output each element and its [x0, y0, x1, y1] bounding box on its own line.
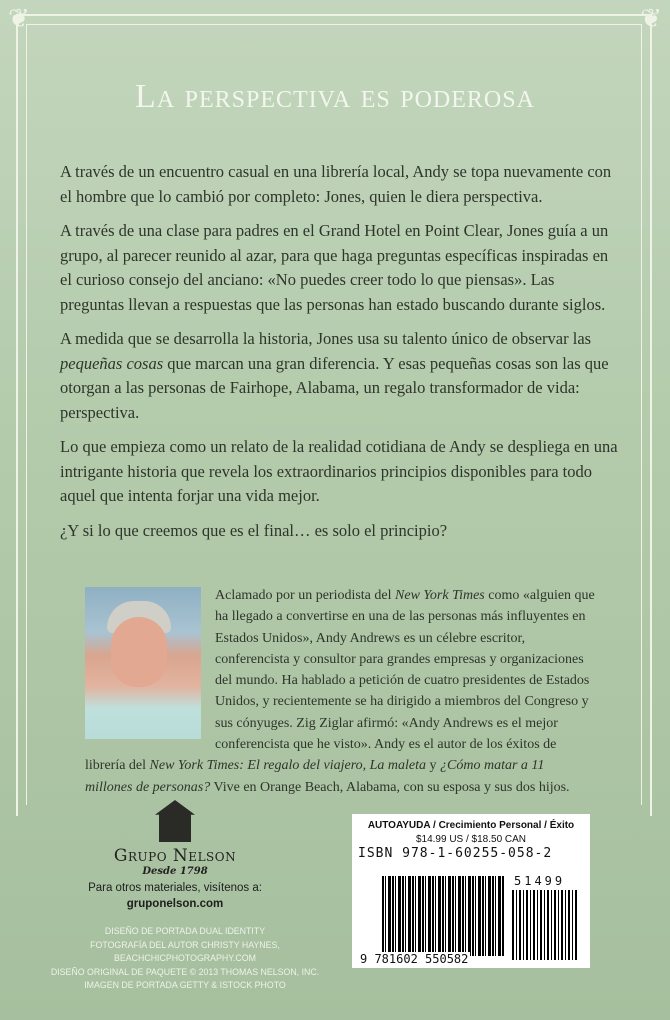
publisher-visit: [60, 880, 290, 912]
visit-text: Para otros materiales, visítenos a:: [88, 882, 262, 894]
credit-line: FOTOGRAFÍA DEL AUTOR CHRISTY HAYNES, BEACHCHICPHOTOGRAPHY.COM: [90, 939, 280, 963]
price: $14.99 US / $18.50 CAN: [415, 834, 527, 845]
corner-ornament-icon: ❦: [8, 4, 30, 34]
credit-line: IMAGEN DE PORTADA GETTY & ISTOCK PHOTO: [84, 980, 286, 990]
house-logo-icon: [155, 800, 195, 842]
text: Vive en Orange Beach, Alabama, con su esposa y sus dos hijos.: [210, 779, 570, 795]
paragraph: Lo que empieza como un relato de la realidad cotidiana de Andy se despliega en una intrigante historia que revela los extraordinarios principios disponibles para todo aquel que intenta forjar una vida mejor.: [60, 437, 618, 505]
page-title: La perspectiva es poderosa: [135, 78, 535, 115]
emphasis: New York Times:: [149, 758, 244, 774]
corner-ornament-icon: ❦: [640, 4, 662, 34]
synopsis: [60, 160, 620, 553]
barcode-box: [352, 814, 590, 968]
publisher-url[interactable]: gruponelson.com: [126, 898, 224, 910]
author-photo: [85, 587, 201, 739]
emphasis: El regalo del viajero, La maleta: [243, 758, 427, 774]
publisher-name: Grupo Nelson: [113, 846, 237, 866]
publisher-logo: [100, 800, 250, 877]
paragraph: [60, 327, 620, 425]
credits: [40, 925, 330, 993]
credit-line: DISEÑO DE PORTADA DUAL IDENTITY: [104, 926, 266, 936]
paragraph: ¿Y si lo que creemos que es el final… es solo el principio?: [60, 520, 448, 540]
publisher-since: Desde 1798: [142, 866, 208, 877]
category: AUTOAYUDA / Crecimiento Personal / Éxito: [367, 820, 575, 831]
author-bio: [85, 585, 595, 798]
text: y: [426, 758, 441, 774]
ean-number: 9 781602 550582: [360, 952, 469, 966]
text: A medida que se desarrolla la historia, Jones usa su talento único de observar las: [60, 329, 592, 348]
text: Aclamado por un periodista del: [215, 588, 396, 603]
emphasis: ¿Cómo matar a 11 millones de personas?: [85, 758, 545, 795]
paragraph: A través de un encuentro casual en una librería local, Andy se topa nuevamente con el hombre que lo cambió por completo: Jones, quien le diera perspectiva.: [60, 162, 612, 206]
isbn: ISBN 978-1-60255-058-2: [358, 846, 553, 861]
barcode-addon-number: 51499: [514, 874, 566, 888]
credit-line: DISEÑO ORIGINAL DE PAQUETE © 2013 THOMAS NELSON, INC.: [50, 966, 320, 977]
emphasis: pequeñas cosas: [60, 353, 164, 373]
text: que marcan una gran diferencia. Y esas pequeñas cosas son las que otorgan a las personas de Fairhope, Alabama, un regalo transformador de vida: perspectiva.: [60, 353, 609, 422]
barcode: [382, 876, 504, 956]
paragraph: A través de una clase para padres en el Grand Hotel en Point Clear, Jones guía a un grupo, al parecer reunido al azar, para que haga preguntas específicas inspiradas en el curioso consejo del anciano: «No puedes creer todo lo que piensas». Las preguntas llevan a respuestas que las personas han estado buscando durante siglos.: [60, 221, 609, 314]
barcode-addon: [512, 890, 578, 960]
emphasis: New York Times: [395, 588, 485, 603]
text: como «alguien que ha llegado a convertirse en una de las personas más influyentes en Estados Unidos», Andy Andrews es un célebre escritor, conferencista y consultor para grandes empresas y organizaciones del mundo. Ha hablado a petición de cuatro presidentes de Estados Unidos, y recientemente se ha dirigido a miembros del Congreso y sus cónyuges. Zig Ziglar afirmó: «Andy Andrews es el mejor conferencista que he visto». Andy es el autor de los éxitos de librería del: [85, 588, 595, 774]
